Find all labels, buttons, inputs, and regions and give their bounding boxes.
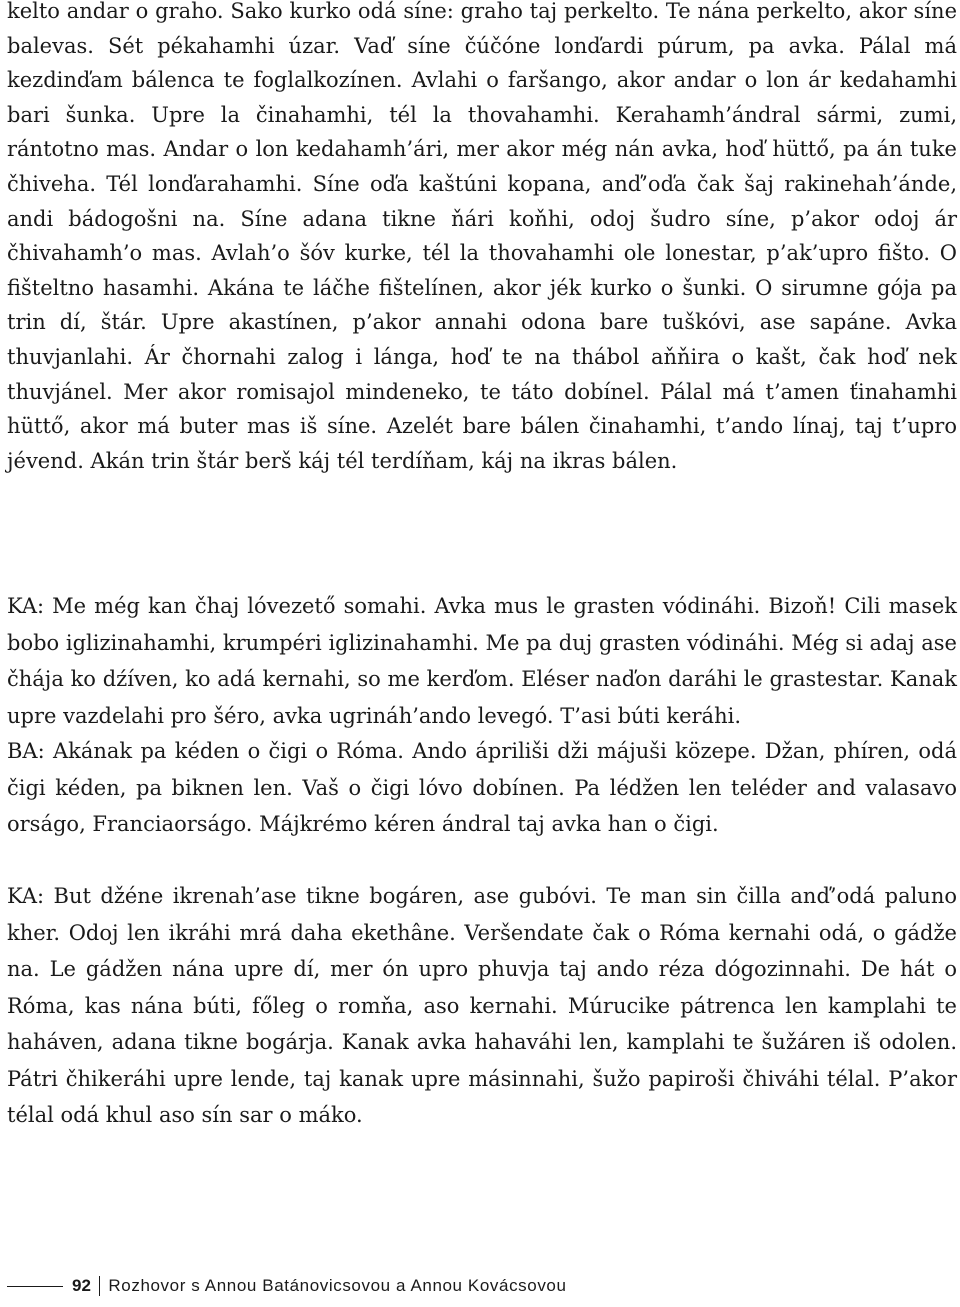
body-paragraph: kelto andar o graho. Sako kurko odá síne: graho taj perkelto. Te nána perkelto, akor síne balevas. Sét pékahamhi úzar. Vaď síne čúčóne lonďardi púrum, pa avka. Pálal má kezdinďam bálenca te foglalkozínen. Avlahi o faršango, akor andar o lon ár kedahamhi bari šunka. Upre la činahamhi, tél la thovahamhi. Kerahamh’ándral sármi, zumi, rántotno mas. Andar o lon kedahamh’ári, mer akor még nán avka, hoď hüttő, pa án tuke čhiveha. Tél lonďarahamhi. Síne oďa kaštúni kopana, anď’oďa čak šaj rakinehah’ánde, andi bádogošni na. Síne adana tikne ňári koňhi, odoj šudro síne, p’akor odoj ár čhivahamh’o mas. Avlah’o šóv kurke, tél la thovahamhi ole lonestar, p’ak’upro fišto. O fišteltno hasamhi. Akána te láčhe fištelínen, akor jék kurko o šunki. O sirumne gója pa trin dí, štár. Upre akastínen, p’akor annahi odona bare tuškóvi, ase sapáne. Avka thuvjanlahi. Ár čhornahi zalog i lánga, hoď te na thábol aňňira o kašt, čak hoď nek thuvjánel. Mer akor romisajol mindeneko, te táto dobínel. Pálal má t’amen ťinahamhi hüttő, akor má buter mas iš síne. Azelét bare bálen činahamhi, t’ando línaj, taj t’upro jévend. Akán trin štár berš káj tél terdíňam, káj na ikras bálen. bbox=[7, 0, 957, 473]
interview-paragraph-ka: KA: But džéne ikrenah’ase tikne bogáren, ase gubóvi. Te man sin čilla anď’odá paluno kher. Odoj len ikráhi mrá daha ekethâne. Veršendate čak o Róma kernahi odá, o gádže na. Le gádžen nána upre dí, mer ón upro phuvja taj ando réza dógozinnahi. De hát o Róma, kas nána búti, főleg o romňa, aso kernahi. Múrucike pátrenca len kamplahi te haháven, adana tikne bogárja. Kanak avka hahaváhi len, kamplahi te šužáren iš odolen. Pátri čhikeráhi upre lende, taj kanak upre másinnahi, šužo papiroši čhiváhi télal. P’akor télal odá khul aso sín sar o máko. bbox=[7, 884, 957, 1127]
footer-rule bbox=[7, 1286, 63, 1287]
footer-separator bbox=[99, 1276, 101, 1296]
interview-paragraph-ba: BA: Akának pa kéden o čigi o Róma. Ando ápriliši dži májuši közepe. Džan, phíren, odá čigi kéden, pa biknen len. Vaš o čigi lóvo dobínen. Pa lédžen len teléder and valasavo orságo, Franciaorságo. Májkrémo kéren ándral taj avka han o čigi. bbox=[7, 739, 957, 836]
page-footer bbox=[7, 1273, 567, 1299]
page-number: 92 bbox=[72, 1276, 91, 1295]
interview-paragraph-ka: KA: Me még kan čhaj lóvezető somahi. Avka mus le grasten vódináhi. Bizoň! Cili masek bobo iglizinahamhi, krumpéri iglizinahamhi. Me pa duj grasten vódináhi. Még si adaj ase čhája ko dźíven, ko adá kernahi, so me kerďom. Eléser naďon daráhi le grastestar. Kanak upre vazdelahi pro šéro, avka ugrináh’ando levegó. T’asi búti keráhi. bbox=[7, 594, 957, 728]
running-title: Rozhovor s Annou Batánovicsovou a Annou Kovácsovou bbox=[108, 1276, 567, 1295]
